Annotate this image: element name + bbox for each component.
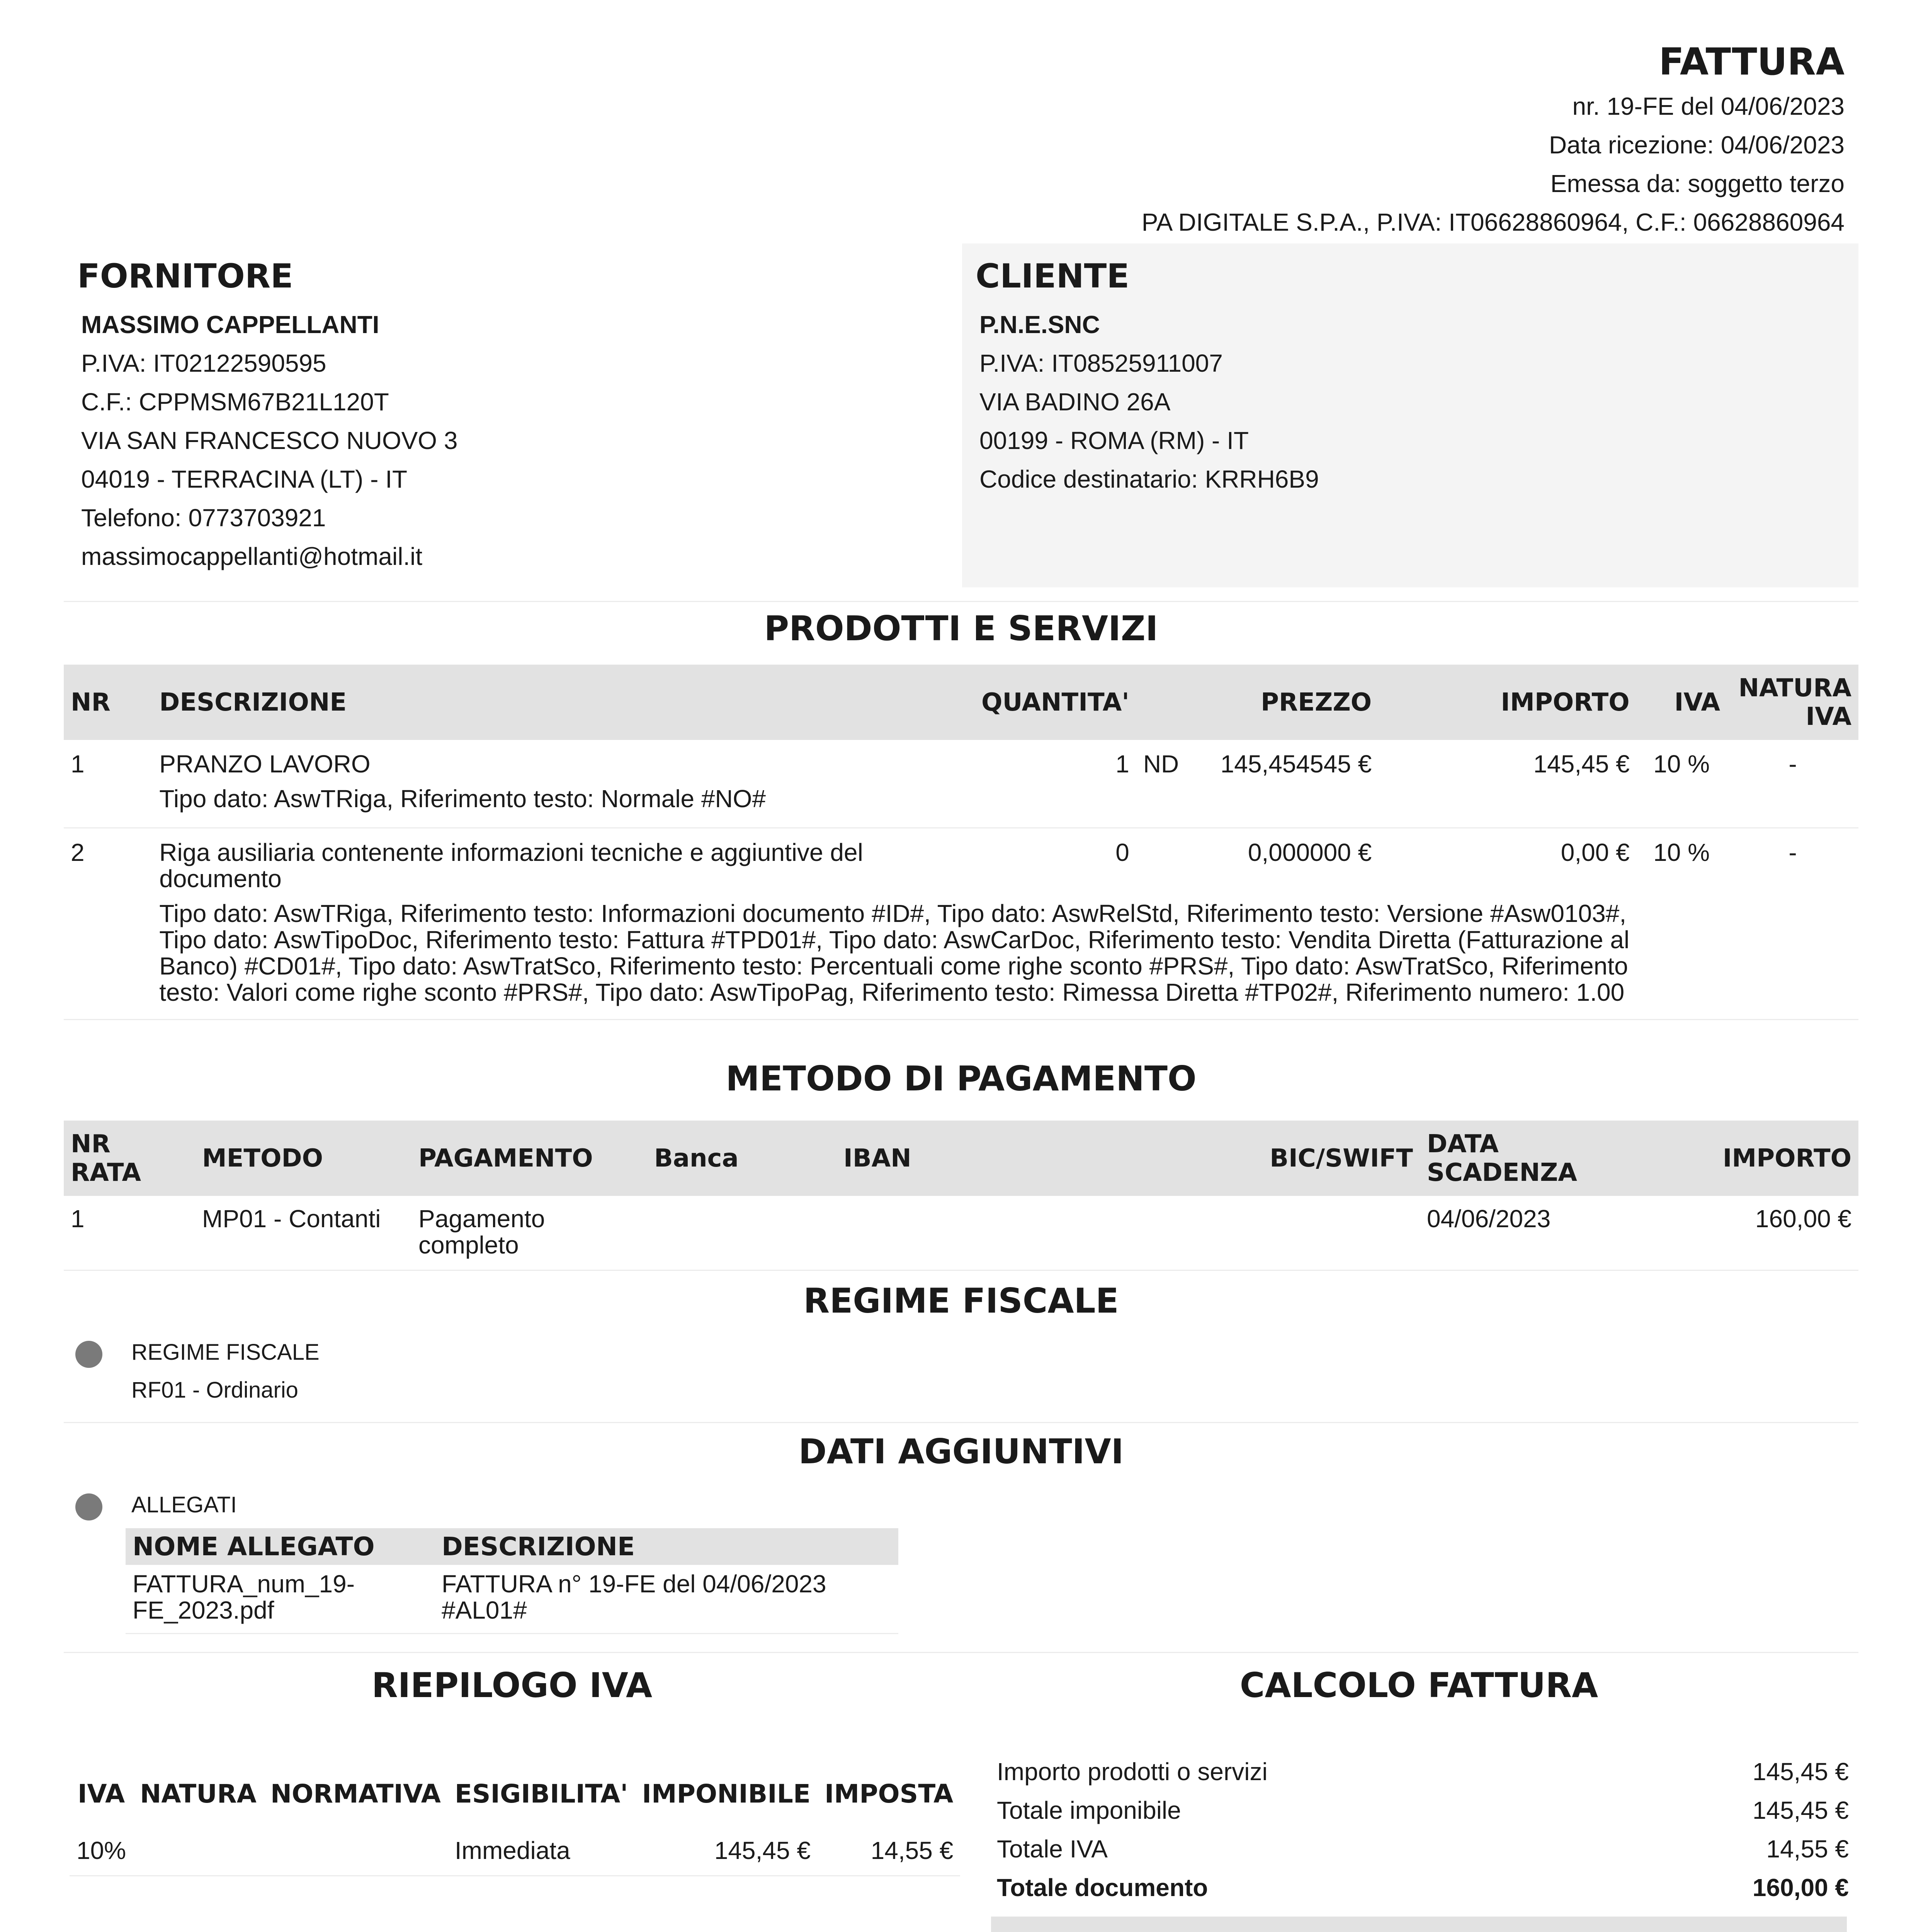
supplier-city: 04019 - TERRACINA (LT) - IT bbox=[81, 465, 408, 493]
attachments-header-row bbox=[126, 1528, 898, 1565]
invoice-title: FATTURA bbox=[1659, 40, 1845, 83]
calc-products bbox=[997, 1752, 1849, 1791]
supplier-phone: Telefono: 0773703921 bbox=[81, 504, 326, 532]
calc-title: CALCOLO FATTURA bbox=[1239, 1665, 1598, 1705]
client-address: VIA BADINO 26A bbox=[979, 388, 1171, 416]
products-title: PRODOTTI E SERVIZI bbox=[764, 609, 1158, 648]
col-method: METODO bbox=[202, 1144, 323, 1173]
attachments-table bbox=[126, 1528, 898, 1634]
row-note: Tipo dato: AswTRiga, Riferimento testo: Normale #NO# bbox=[152, 777, 1636, 828]
col-vat: IVA bbox=[1674, 688, 1720, 717]
row-payment: Pagamento completo bbox=[411, 1196, 647, 1270]
supplier-name: MASSIMO CAPPELLANTI bbox=[81, 311, 379, 338]
row-description: PRANZO LAVORO bbox=[159, 750, 371, 778]
col-attachment-description: DESCRIZIONE bbox=[442, 1532, 635, 1561]
col-amount: IMPORTO bbox=[1722, 1144, 1851, 1173]
table-row bbox=[126, 1565, 898, 1634]
row-description: Riga ausiliaria contenente informazioni tecniche e aggiuntive del documento bbox=[159, 838, 863, 893]
calc-taxable-label: Totale imponibile bbox=[997, 1796, 1181, 1824]
col-due-date: DATA SCADENZA bbox=[1427, 1129, 1577, 1187]
row-amount: 145,45 € bbox=[1533, 750, 1630, 778]
attachments-label: ALLEGATI bbox=[131, 1492, 237, 1517]
invoice-number: nr. 19-FE del 04/06/2023 bbox=[1572, 92, 1845, 120]
col-price: PREZZO bbox=[1261, 688, 1372, 717]
issued-by: Emessa da: soggetto terzo bbox=[1550, 170, 1845, 197]
vat-norm bbox=[264, 1830, 448, 1876]
issuer-info: PA DIGITALE S.P.A., P.IVA: IT06628860964, C.F.: 06628860964 bbox=[1141, 208, 1845, 236]
row-nr: 1 bbox=[71, 750, 85, 778]
row-vat: 10 % bbox=[1653, 750, 1710, 778]
table-row-note bbox=[64, 777, 1858, 828]
col-nature: NATURA bbox=[140, 1779, 257, 1809]
client-code: Codice destinatario: KRRH6B9 bbox=[979, 465, 1319, 493]
calc-vat-value: 14,55 € bbox=[1766, 1835, 1849, 1863]
row-nature: - bbox=[1788, 750, 1797, 778]
vat-summary-table bbox=[70, 1758, 960, 1876]
col-nr: NR bbox=[71, 688, 111, 717]
row-iban bbox=[836, 1196, 1261, 1270]
col-norm: NORMATIVA bbox=[270, 1779, 441, 1809]
attachment-name[interactable]: FATTURA_num_19-FE_2023.pdf bbox=[126, 1565, 435, 1634]
divider bbox=[64, 601, 1858, 602]
invoice-header bbox=[801, 37, 1845, 242]
bullet-icon bbox=[75, 1341, 102, 1368]
row-bic bbox=[1261, 1196, 1420, 1270]
row-nature: - bbox=[1788, 838, 1797, 866]
row-nr: 2 bbox=[71, 838, 85, 866]
row-note: Tipo dato: AswTRiga, Riferimento testo: Informazioni documento #ID#, Tipo dato: AswRelStd, Riferimento testo: Versione #Asw0103#, Tipo dato: AswTipoDoc, Riferimento testo: Fattura #TPD01#, Tipo dato: AswCarDoc, Riferimento testo: Vendita Diretta (Fatturazione al Banco) #CD01#, Tipo dato: AswTratSco, Riferimento testo: Percentuali come righe sconto #PRS#, Tipo dato: AswTratSco, Riferimento testo: Valori come righe sconto #PRS#, Tipo dato: AswTipoPag, Riferimento testo: Rimessa Diretta #TP02#, Riferimento numero: 1.00 bbox=[152, 892, 1636, 1020]
table-row bbox=[64, 828, 1858, 892]
regime-value: RF01 - Ordinario bbox=[131, 1378, 298, 1403]
table-row-note bbox=[64, 892, 1858, 1020]
col-description: DESCRIZIONE bbox=[159, 688, 347, 717]
col-iban: IBAN bbox=[843, 1144, 911, 1173]
client-city: 00199 - ROMA (RM) - IT bbox=[979, 427, 1249, 454]
calc-vat bbox=[997, 1830, 1849, 1868]
calc-vat-label: Totale IVA bbox=[997, 1835, 1108, 1863]
col-bank: Banca bbox=[654, 1144, 739, 1173]
payment-header-row bbox=[64, 1121, 1858, 1196]
vat-header-row bbox=[70, 1758, 960, 1830]
calc-total bbox=[997, 1868, 1849, 1907]
vat-tax: 14,55 € bbox=[818, 1830, 960, 1876]
supplier-vat: P.IVA: IT02122590595 bbox=[81, 349, 326, 377]
payment-title: METODO DI PAGAMENTO bbox=[726, 1059, 1197, 1099]
client-heading: CLIENTE bbox=[976, 257, 1130, 296]
row-due-date: 04/06/2023 bbox=[1420, 1196, 1656, 1270]
row-nr-rata: 1 bbox=[64, 1196, 195, 1270]
vat-summary-title: RIEPILOGO IVA bbox=[371, 1665, 653, 1705]
attachment-description: FATTURA n° 19-FE del 04/06/2023 #AL01# bbox=[435, 1565, 898, 1634]
vat-chargeability: Immediata bbox=[448, 1830, 635, 1876]
col-vat: IVA bbox=[77, 1779, 125, 1809]
row-price: 145,454545 € bbox=[1220, 750, 1372, 778]
regime-label: REGIME FISCALE bbox=[131, 1340, 320, 1365]
col-nr-rata: NR RATA bbox=[71, 1129, 141, 1187]
row-quantity: 0 bbox=[1115, 838, 1129, 866]
row-price: 0,000000 € bbox=[1248, 838, 1372, 866]
payment-table bbox=[64, 1121, 1858, 1271]
supplier-heading: FORNITORE bbox=[77, 257, 293, 296]
row-vat: 10 % bbox=[1653, 838, 1710, 866]
col-quantity: QUANTITA' bbox=[981, 688, 1129, 717]
col-chargeability: ESIGIBILITA' bbox=[454, 1779, 628, 1809]
col-bic: BIC/SWIFT bbox=[1270, 1144, 1413, 1173]
col-amount: IMPORTO bbox=[1501, 688, 1630, 717]
row-method: MP01 - Contanti bbox=[195, 1196, 411, 1270]
bullet-icon bbox=[75, 1493, 102, 1520]
calc-products-value: 145,45 € bbox=[1752, 1758, 1849, 1786]
calc-total-label: Totale documento bbox=[997, 1874, 1208, 1901]
net-payable-box bbox=[991, 1917, 1847, 1932]
supplier-panel bbox=[64, 243, 949, 587]
col-tax: IMPOSTA bbox=[824, 1779, 954, 1809]
calc-taxable-value: 145,45 € bbox=[1752, 1796, 1849, 1824]
vat-rate: 10% bbox=[70, 1830, 133, 1876]
col-nature: NATURA IVA bbox=[1738, 673, 1851, 731]
client-name: P.N.E.SNC bbox=[979, 311, 1100, 338]
supplier-cf: C.F.: CPPMSM67B21L120T bbox=[81, 388, 389, 416]
receipt-date: Data ricezione: 04/06/2023 bbox=[1549, 131, 1845, 159]
col-payment: PAGAMENTO bbox=[418, 1144, 593, 1173]
table-row bbox=[64, 1196, 1858, 1270]
additional-title: DATI AGGIUNTIVI bbox=[798, 1432, 1124, 1471]
col-attachment-name: NOME ALLEGATO bbox=[133, 1532, 375, 1561]
divider bbox=[64, 1422, 1858, 1423]
supplier-email: massimocappellanti@hotmail.it bbox=[81, 543, 423, 570]
row-quantity: 1 bbox=[1115, 750, 1129, 778]
calc-products-label: Importo prodotti o servizi bbox=[997, 1758, 1268, 1786]
table-row bbox=[70, 1830, 960, 1876]
divider bbox=[64, 1652, 1858, 1653]
products-table bbox=[64, 665, 1858, 1020]
row-bank bbox=[647, 1196, 836, 1270]
vat-taxable: 145,45 € bbox=[635, 1830, 818, 1876]
client-panel bbox=[962, 243, 1858, 587]
client-vat: P.IVA: IT08525911007 bbox=[979, 349, 1223, 377]
calc-total-value: 160,00 € bbox=[1752, 1874, 1849, 1901]
col-taxable: IMPONIBILE bbox=[642, 1779, 811, 1809]
regime-title: REGIME FISCALE bbox=[803, 1281, 1119, 1321]
products-header-row bbox=[64, 665, 1858, 740]
row-amount: 160,00 € bbox=[1656, 1196, 1858, 1270]
row-unit: ND bbox=[1143, 750, 1179, 778]
calc-taxable bbox=[997, 1791, 1849, 1830]
table-row bbox=[64, 740, 1858, 777]
vat-nature bbox=[133, 1830, 264, 1876]
supplier-address: VIA SAN FRANCESCO NUOVO 3 bbox=[81, 427, 458, 454]
row-amount: 0,00 € bbox=[1561, 838, 1630, 866]
row-unit bbox=[1136, 828, 1186, 892]
